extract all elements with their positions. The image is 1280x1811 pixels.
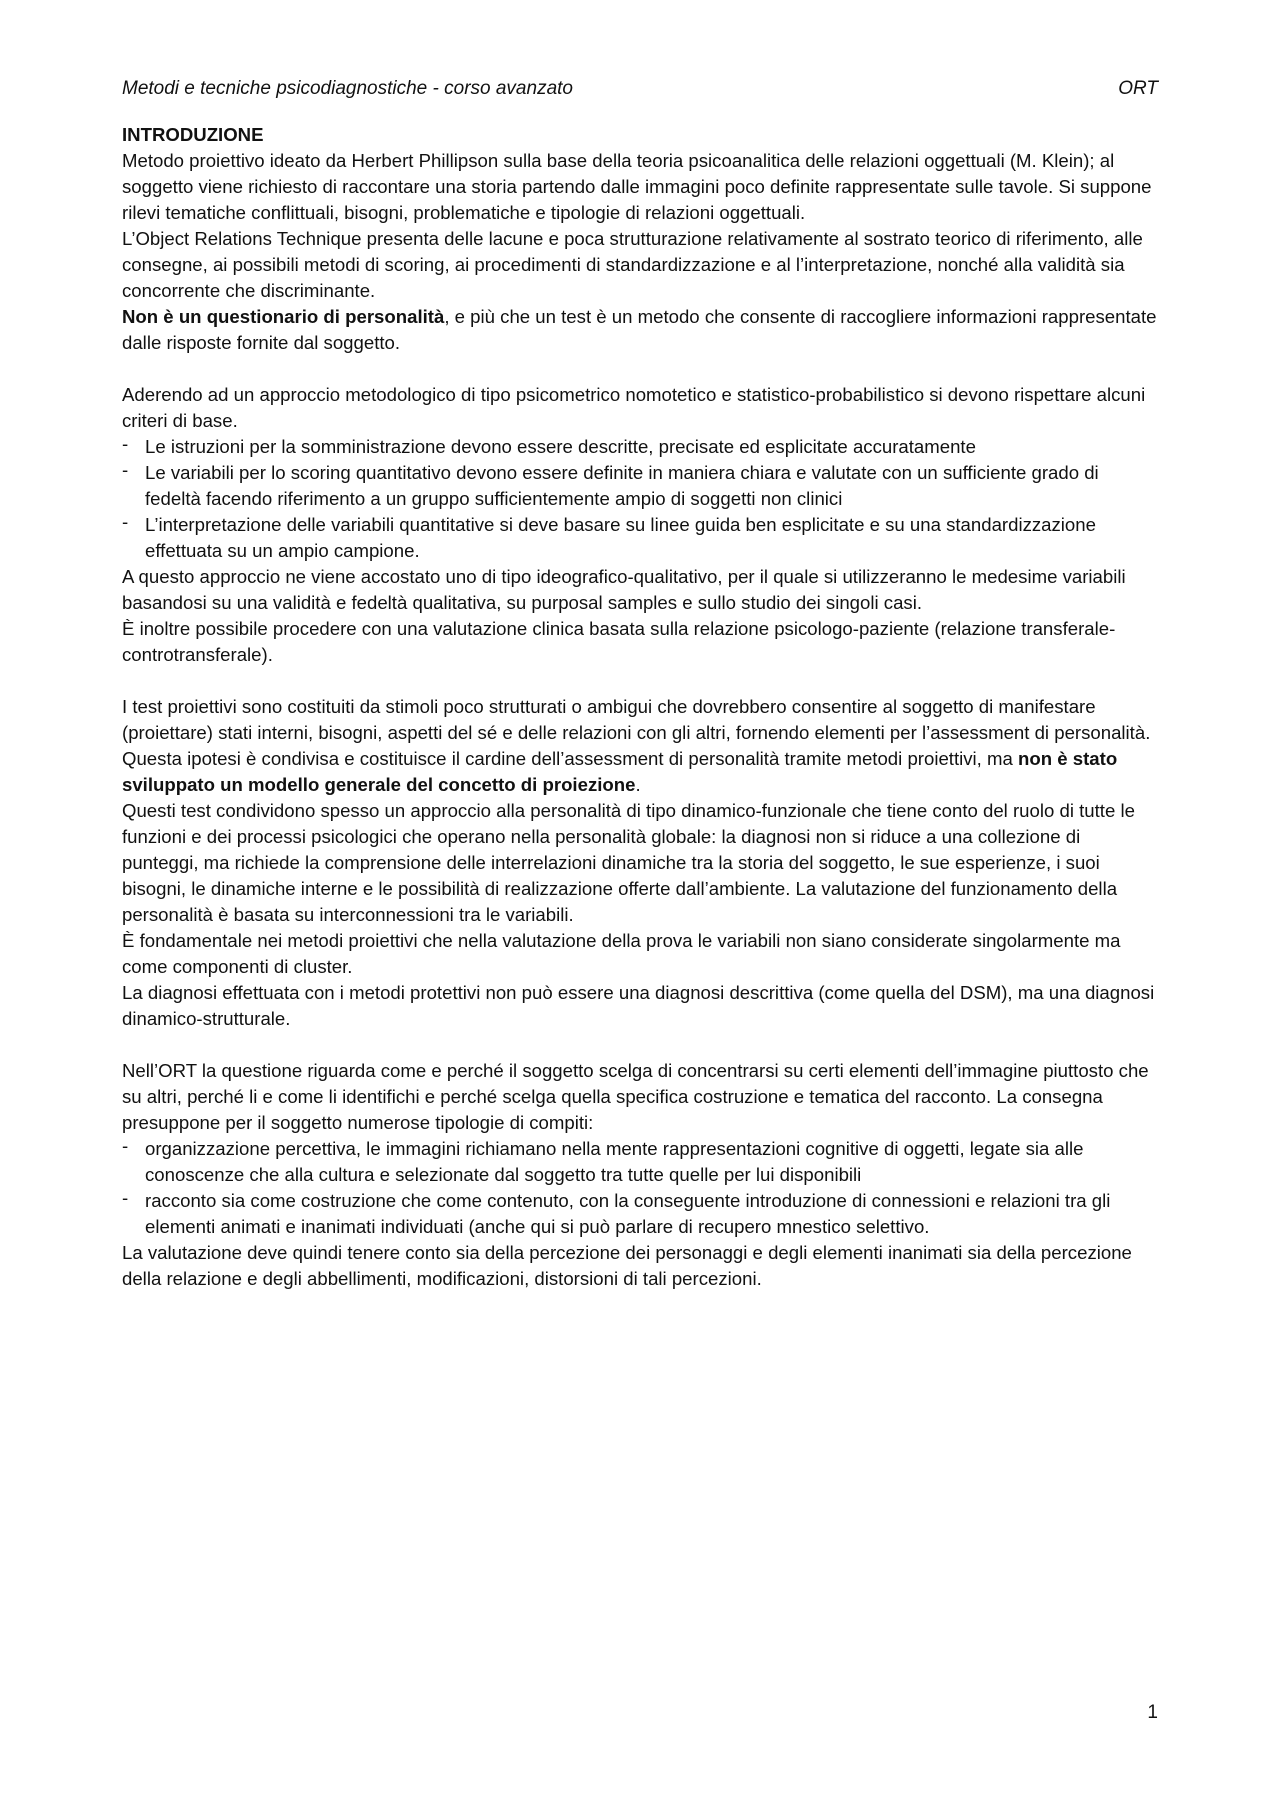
intro-emphasis: Non è un questionario di personalità	[122, 306, 445, 327]
projective-paragraph-2: Questi test condividono spesso un approccio alla personalità di tipo dinamico-funzionale che tiene conto del ruolo di tutte le funzioni e dei processi psicologici che operano nella personalità globale: la diagnosi non si riduce a una collezione di punteggi, ma richiede la comprensione delle interrelazioni dinamiche tra la storia del soggetto, le sue esperienze, i suoi bisogni, le dinamiche interne e le possibilità di realizzazione offerte dall’ambiente. La valutazione del funzionamento della personalità è basata su interconnessioni tra le variabili.	[122, 800, 1135, 925]
projective-paragraph-1-end: .	[635, 774, 641, 795]
list-item: - L’interpretazione delle variabili quantitative si deve basare su linee guida ben esplicitate e su una standardizzazione effettuata su un ampio campione.	[122, 512, 1158, 564]
section-title: INTRODUZIONE	[122, 124, 264, 145]
intro-paragraph-1: Metodo proiettivo ideato da Herbert Phillipson sulla base della teoria psicoanalitica delle relazioni oggettuali (M. Klein); al soggetto viene richiesto di raccontare una storia partendo dalle immagini poco definite rappresentate sulle tavole. Si suppone rilevi tematiche conflittuali, bisogni, problematiche e tipologie di relazioni oggettuali.	[122, 150, 1152, 223]
approach-paragraph-1: Aderendo ad un approccio metodologico di tipo psicometrico nomotetico e statistico-probabilistico si devono rispettare alcuni criteri di base.	[122, 384, 1146, 431]
ort-paragraph-2: La valutazione deve quindi tenere conto sia della percezione dei personaggi e degli elementi inanimati sia della percezione della relazione e degli abbellimenti, modificazioni, distorsioni di tali percezioni.	[122, 1242, 1132, 1289]
document-body	[122, 122, 1158, 1292]
page-header	[122, 78, 1158, 102]
projective-paragraph-1-start: I test proiettivi sono costituiti da stimoli poco strutturati o ambigui che dovrebbero consentire al soggetto di manifestare (proiettare) stati interni, bisogni, aspetti del sé e delle relazioni con gli altri, fornendo elementi per l’assessment di personalità. Questa ipotesi è condivisa e costituisce il cardine dell’assessment di personalità tramite metodi proiettivi, ma	[122, 696, 1151, 769]
topic-label: ORT	[1118, 78, 1158, 99]
approach-paragraph-2: A questo approccio ne viene accostato uno di tipo ideografico-qualitativo, per il quale si utilizzeranno le medesime variabili basandosi su una validità e fedeltà qualitativa, su purposal samples e sullo studio dei singoli casi.	[122, 566, 1126, 613]
approach-paragraph-3: È inoltre possibile procedere con una valutazione clinica basata sulla relazione psicologo-paziente (relazione transferale-controtransferale).	[122, 618, 1116, 665]
criteria-list	[122, 434, 1158, 564]
list-item: - organizzazione percettiva, le immagini richiamano nella mente rappresentazioni cognitive di oggetti, legate sia alle conoscenze che alla cultura e selezionate dal soggetto tra tutte quelle per lui disponibili	[122, 1136, 1158, 1188]
paragraph-gap	[122, 1032, 1158, 1058]
ort-paragraph-1: Nell’ORT la questione riguarda come e perché il soggetto scelga di concentrarsi su certi elementi dell’immagine piuttosto che su altri, perché li e come li identifichi e perché scelga quella specifica costruzione e tematica del racconto. La consegna presuppone per il soggetto numerose tipologie di compiti:	[122, 1060, 1149, 1133]
intro-paragraph-2: L’Object Relations Technique presenta delle lacune e poca strutturazione relativamente al sostrato teorico di riferimento, alle consegne, ai possibili metodi di scoring, ai procedimenti di standardizzazione e al l’interpretazione, nonché alla validità sia concorrente che discriminante.	[122, 228, 1143, 301]
list-item: - Le variabili per lo scoring quantitativo devono essere definite in maniera chiara e valutate con un sufficiente grado di fedeltà facendo riferimento a un gruppo sufficientemente ampio di soggetti non clinici	[122, 460, 1158, 512]
course-title: Metodi e tecniche psicodiagnostiche - corso avanzato	[122, 78, 573, 99]
projective-paragraph-1	[122, 694, 1158, 798]
paragraph-gap	[122, 356, 1158, 382]
paragraph-gap	[122, 668, 1158, 694]
projective-paragraph-3: È fondamentale nei metodi proiettivi che nella valutazione della prova le variabili non siano considerate singolarmente ma come componenti di cluster.	[122, 930, 1121, 977]
projective-paragraph-4: La diagnosi effettuata con i metodi protettivi non può essere una diagnosi descrittiva (come quella del DSM), ma una diagnosi dinamico-strutturale.	[122, 982, 1155, 1029]
list-item: - racconto sia come costruzione che come contenuto, con la conseguente introduzione di connessioni e relazioni tra gli elementi animati e inanimati individuati (anche qui si può parlare di recupero mnestico selettivo.	[122, 1188, 1158, 1240]
page-number: 1	[1147, 1702, 1158, 1723]
projective-emphasis: non è stato sviluppato un modello generale del concetto di proiezione	[122, 748, 1118, 795]
tasks-list	[122, 1136, 1158, 1240]
intro-paragraph-3	[122, 304, 1158, 356]
list-item: - Le istruzioni per la somministrazione devono essere descritte, precisate ed esplicitate accuratamente	[122, 434, 1158, 460]
intro-paragraph-3-rest: , e più che un test è un metodo che consente di raccogliere informazioni rappresentate dalle risposte fornite dal soggetto.	[122, 306, 1157, 353]
